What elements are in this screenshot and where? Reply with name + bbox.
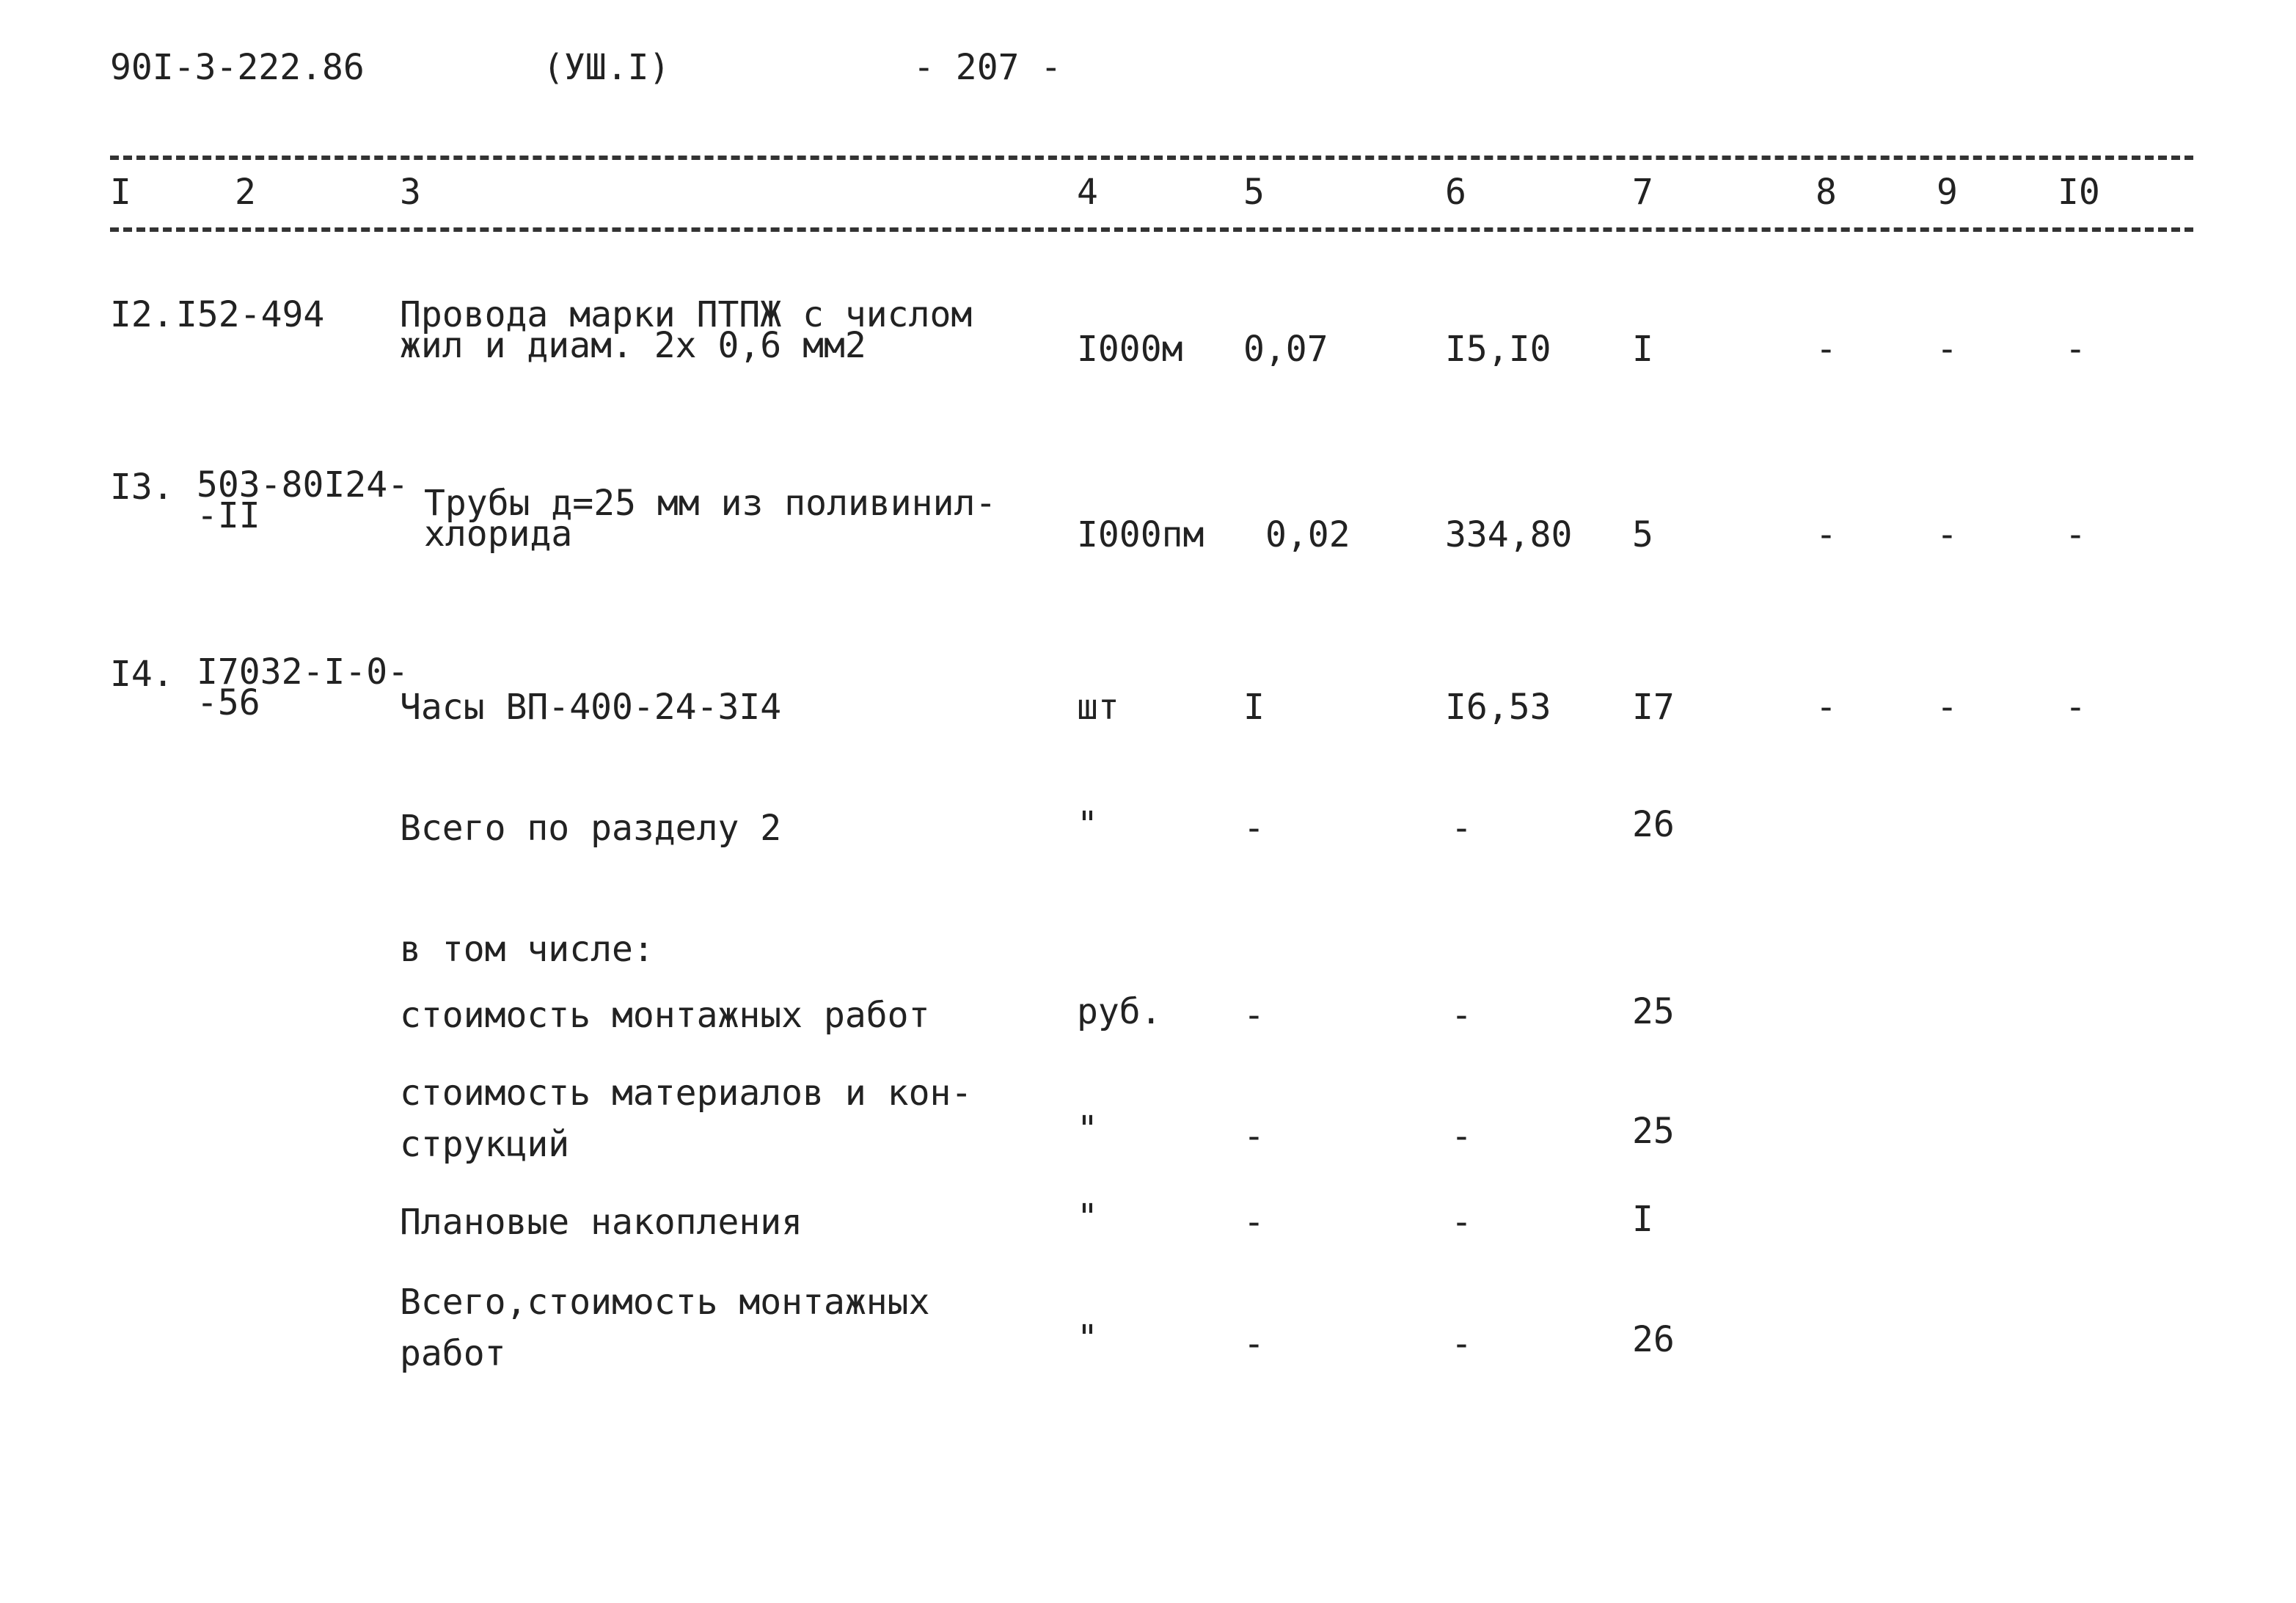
summary-total: I	[1632, 1199, 1653, 1240]
column-header-8: 8	[1816, 172, 1837, 213]
column-header-5: 5	[1243, 172, 1265, 213]
row-number: I3.	[110, 467, 174, 508]
summary-quantity: -	[1243, 1323, 1265, 1365]
column-header-3: 3	[400, 172, 421, 213]
column-header-1: I	[110, 172, 131, 213]
column-header-2: 2	[235, 172, 256, 213]
summary-label: стоимость материалов и кон- струкций	[400, 1073, 973, 1165]
row-price: I5,I0	[1445, 329, 1551, 370]
row-col10: -	[2065, 687, 2086, 728]
row-number: I2.	[110, 294, 174, 335]
row-col10: -	[2065, 329, 2086, 370]
row-name: Часы ВП-400-24-3I4	[400, 687, 782, 728]
column-header-7: 7	[1632, 172, 1653, 213]
summary-label: стоимость монтажных работ	[400, 995, 930, 1036]
row-col8: -	[1816, 514, 1837, 555]
summary-unit: "	[1077, 1318, 1098, 1359]
summary-label: Всего,стоимость монтажных работ	[400, 1282, 930, 1374]
row-quantity: 0,02	[1265, 514, 1350, 555]
row-name: Трубы д=25 мм из поливинил- хлорида	[424, 483, 997, 555]
summary-quantity: -	[1243, 808, 1265, 849]
summary-total: 26	[1632, 1319, 1675, 1360]
row-number: I4.	[110, 654, 174, 695]
summary-label: Всего по разделу 2	[400, 808, 782, 849]
row-col9: -	[1937, 687, 1958, 728]
header-bottom-rule	[110, 227, 2193, 232]
row-total: 5	[1632, 514, 1653, 555]
header-top-rule	[110, 156, 2193, 160]
row-price: 334,80	[1445, 514, 1573, 555]
row-col9: -	[1937, 514, 1958, 555]
row-total: I7	[1632, 687, 1675, 728]
row-quantity: 0,07	[1243, 329, 1328, 370]
row-unit: I000пм	[1077, 514, 1204, 555]
summary-price: -	[1451, 1202, 1472, 1243]
row-col10: -	[2065, 514, 2086, 555]
section-label: (УШ.I)	[543, 47, 670, 88]
row-code: 503-80I24- -II	[197, 464, 409, 536]
summary-subheading: в том числе:	[400, 929, 654, 970]
summary-quantity: -	[1243, 995, 1265, 1036]
summary-price: -	[1451, 1323, 1472, 1365]
summary-unit: руб.	[1077, 991, 1162, 1032]
summary-price: -	[1451, 995, 1472, 1036]
document-code: 90I-3-222.86	[110, 47, 365, 88]
row-name: Провода марки ПТПЖ с числом жил и диам. 2х 0,6 мм2	[400, 294, 973, 366]
row-unit: I000м	[1077, 329, 1183, 370]
column-header-6: 6	[1445, 172, 1466, 213]
summary-quantity: -	[1243, 1202, 1265, 1243]
summary-price: -	[1451, 808, 1472, 849]
row-col9: -	[1937, 329, 1958, 370]
row-col8: -	[1816, 329, 1837, 370]
summary-unit: "	[1077, 1109, 1098, 1150]
row-total: I	[1632, 329, 1653, 370]
summary-total: 26	[1632, 804, 1675, 845]
column-header-4: 4	[1077, 172, 1098, 213]
row-unit: шт	[1077, 687, 1119, 728]
row-quantity: I	[1243, 687, 1265, 728]
column-header-9: 9	[1937, 172, 1958, 213]
row-code: I52-494	[176, 294, 325, 335]
summary-label: Плановые накопления	[400, 1202, 803, 1243]
column-header-10: I0	[2058, 172, 2100, 213]
summary-total: 25	[1632, 991, 1675, 1032]
row-code: I7032-I-0- -56	[197, 651, 409, 723]
summary-total: 25	[1632, 1111, 1675, 1152]
summary-unit: "	[1077, 1197, 1098, 1238]
row-col8: -	[1816, 687, 1837, 728]
summary-unit: "	[1077, 804, 1098, 845]
row-price: I6,53	[1445, 687, 1551, 728]
summary-quantity: -	[1243, 1116, 1265, 1157]
summary-price: -	[1451, 1116, 1472, 1157]
page-number: - 207 -	[913, 47, 1062, 88]
